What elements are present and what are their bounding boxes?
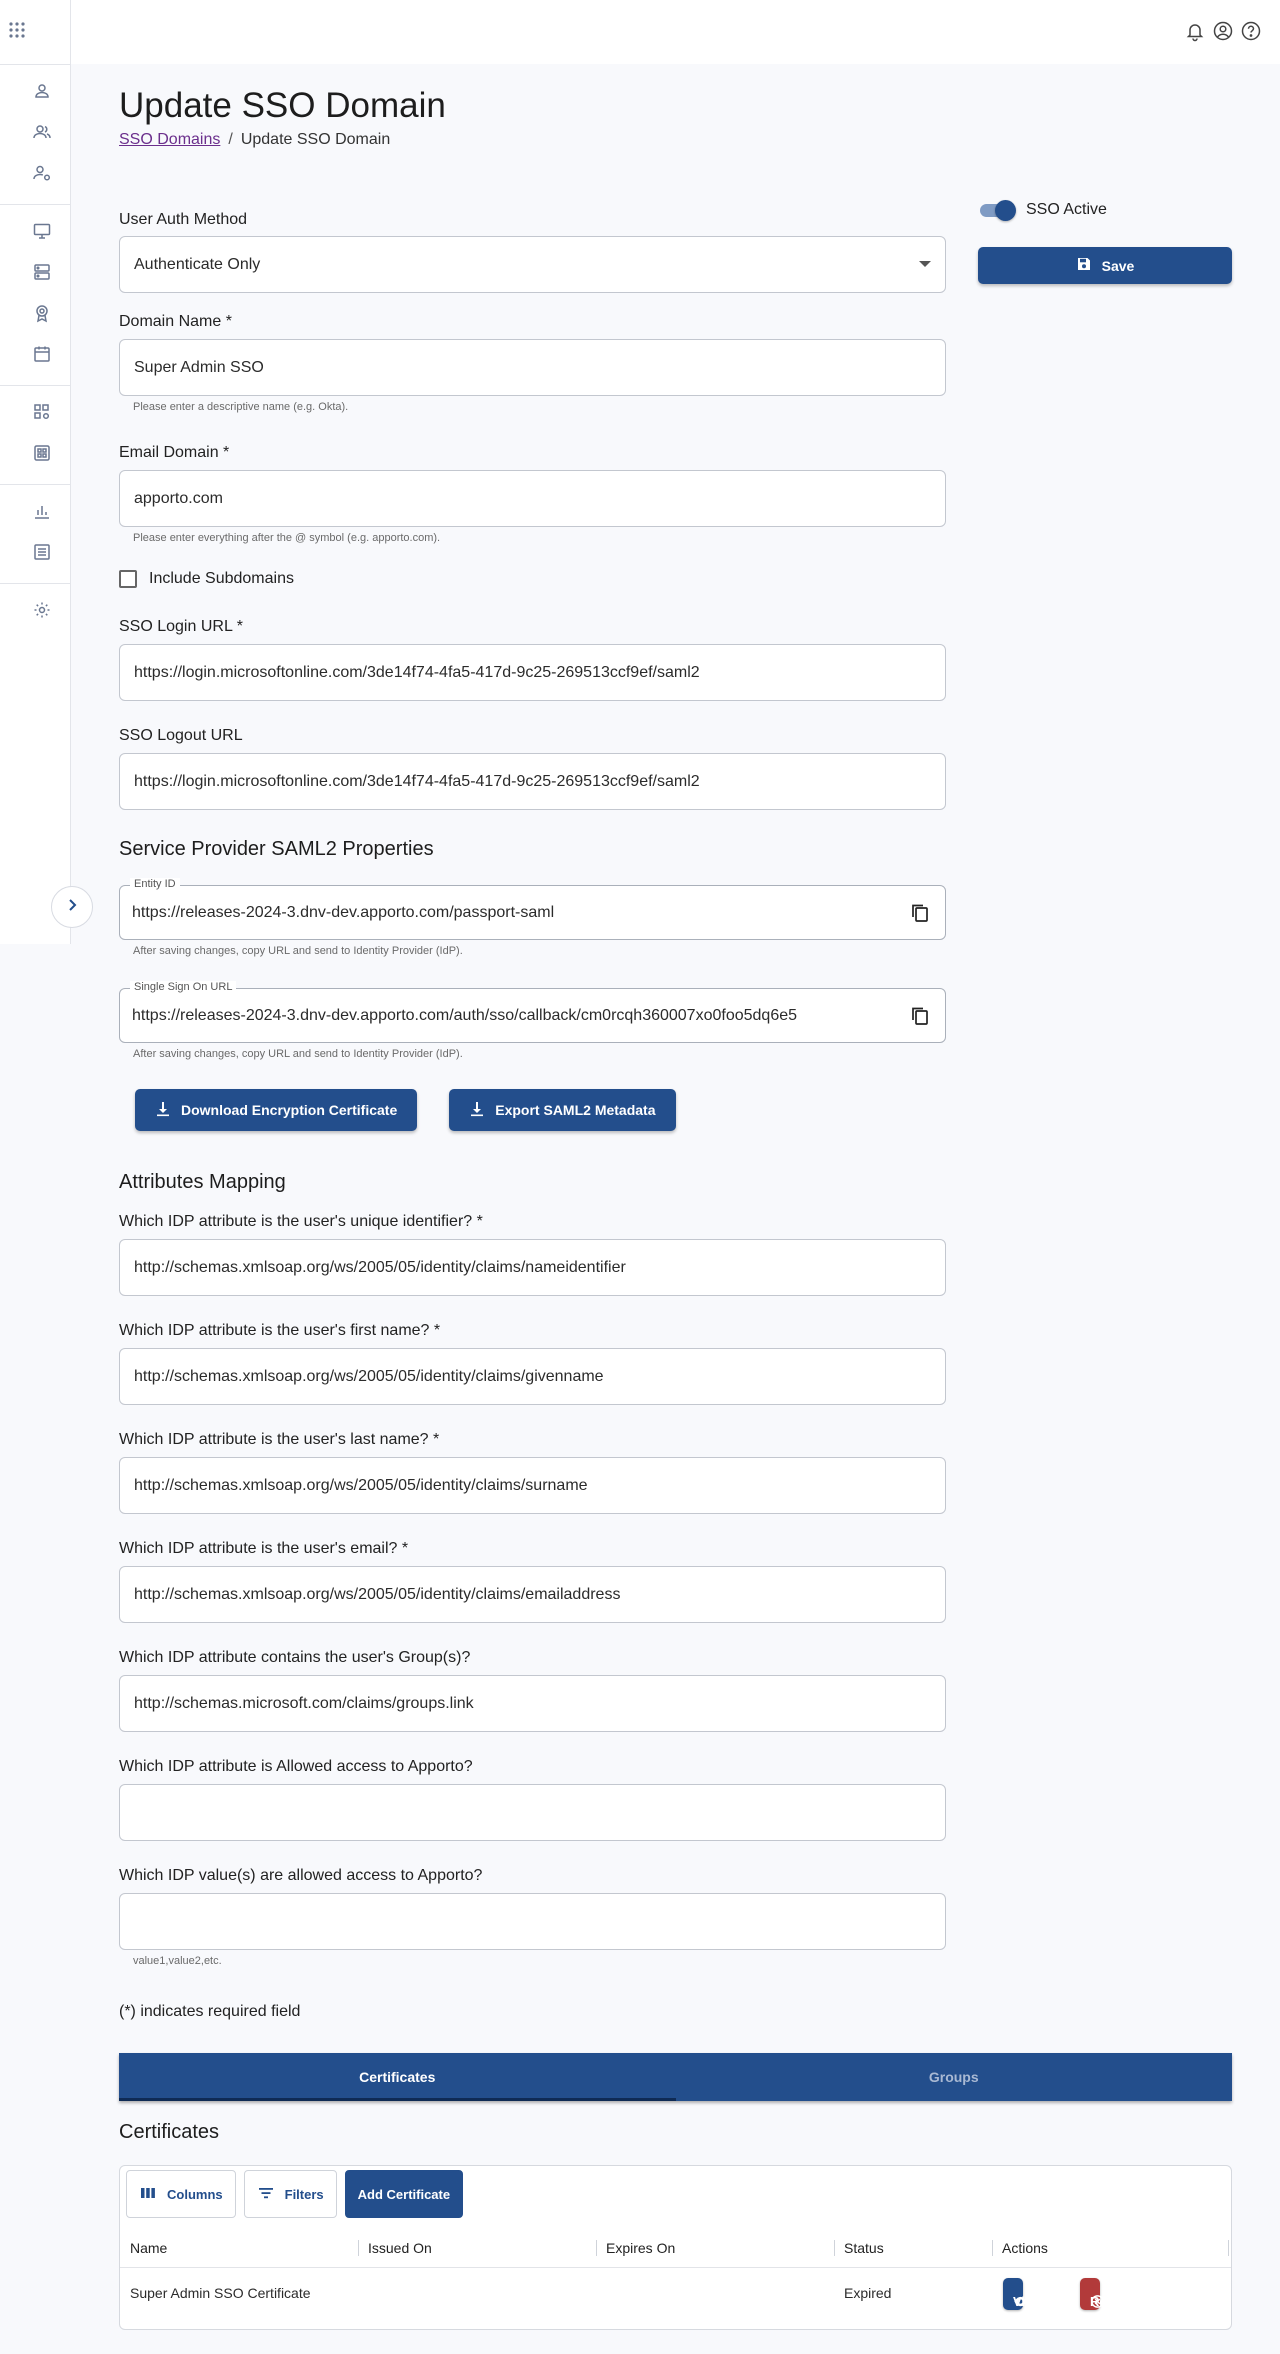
download-icon xyxy=(155,1101,171,1120)
rail-item-badge[interactable] xyxy=(0,295,70,336)
column-header-actions[interactable]: Actions xyxy=(1002,2240,1048,2256)
rail-item-monitor[interactable] xyxy=(0,213,70,254)
allowed-values-input[interactable] xyxy=(119,1893,946,1950)
breadcrumb xyxy=(119,131,390,149)
column-header-status[interactable]: Status xyxy=(844,2240,884,2256)
entity-id-legend: Entity ID xyxy=(130,878,180,890)
save-button[interactable] xyxy=(978,247,1232,284)
groups-attr-value: http://schemas.microsoft.com/claims/groups.link xyxy=(134,1694,474,1712)
sso-active-toggle-row xyxy=(978,198,1107,222)
rail-header xyxy=(0,0,70,65)
rail-item-settings[interactable] xyxy=(0,592,70,633)
rail-group-apps xyxy=(0,386,70,485)
sso-url-field[interactable] xyxy=(119,981,946,1043)
last-name-attr-input[interactable] xyxy=(119,1457,946,1514)
include-subdomains-checkbox[interactable] xyxy=(119,570,137,588)
sso-login-url-value: https://login.microsoftonline.com/3de14f74-4fa5-417d-9c25-269513ccf9ef/saml2 xyxy=(134,663,700,681)
domain-name-label: Domain Name * xyxy=(119,313,232,330)
email-domain-input[interactable] xyxy=(119,470,946,527)
chevron-right-icon xyxy=(64,897,80,918)
entity-id-field[interactable] xyxy=(119,878,946,940)
sso-url-hint: After saving changes, copy URL and send to Identity Provider (IdP). xyxy=(133,1048,463,1060)
allowed-attr-label: Which IDP attribute is Allowed access to Apporto? xyxy=(119,1758,473,1775)
server-icon xyxy=(32,262,52,287)
download-cert-label: Download Encryption Certificate xyxy=(181,1102,398,1118)
auth-method-label: User Auth Method xyxy=(119,211,248,228)
rail-item-user-settings[interactable] xyxy=(0,155,70,196)
allowed-attr-input[interactable] xyxy=(119,1784,946,1841)
rail-group-settings xyxy=(0,584,70,641)
list-icon xyxy=(32,542,52,567)
rail-item-server[interactable] xyxy=(0,254,70,295)
sso-login-url-input[interactable] xyxy=(119,644,946,701)
rail-item-list[interactable] xyxy=(0,534,70,575)
email-attr-label: Which IDP attribute is the user's email? * xyxy=(119,1540,409,1557)
account-icon[interactable] xyxy=(1212,20,1234,42)
rail-item-calendar[interactable] xyxy=(0,336,70,377)
rail-group-users xyxy=(0,65,70,205)
first-name-attr-input[interactable] xyxy=(119,1348,946,1405)
include-subdomains-label: Include Subdomains xyxy=(149,570,294,587)
apps-settings-icon xyxy=(32,402,52,427)
include-subdomains-row[interactable] xyxy=(119,570,294,588)
email-domain-label: Email Domain * xyxy=(119,444,230,461)
remove-certificate-button[interactable] xyxy=(1080,2278,1141,2310)
cell-name: Super Admin SSO Certificate xyxy=(130,2285,311,2301)
bar-chart-icon xyxy=(32,501,52,526)
unique-id-input[interactable] xyxy=(119,1239,946,1296)
cell-status: Expired xyxy=(844,2285,892,2301)
auth-method-value: Authenticate Only xyxy=(134,255,261,273)
filters-label: Filters xyxy=(284,2186,324,2202)
rail-expand-button[interactable] xyxy=(51,886,93,928)
rail-item-users[interactable] xyxy=(0,114,70,155)
remove-label: Remove xyxy=(1090,2294,1141,2309)
email-attr-input[interactable] xyxy=(119,1566,946,1623)
email-domain-hint: Please enter everything after the @ symbol (e.g. apporto.com). xyxy=(133,532,441,544)
rail-item-apps[interactable] xyxy=(0,435,70,476)
rail-item-bar-chart[interactable] xyxy=(0,493,70,534)
columns-label: Columns xyxy=(167,2186,223,2202)
certificates-grid xyxy=(119,2165,1232,2330)
first-name-attr-value: http://schemas.xmlsoap.org/ws/2005/05/identity/claims/givenname xyxy=(134,1367,604,1385)
required-note: (*) indicates required field xyxy=(119,2003,301,2020)
sso-logout-url-value: https://login.microsoftonline.com/3de14f74-4fa5-417d-9c25-269513ccf9ef/saml2 xyxy=(134,772,700,790)
rail-item-apps-settings[interactable] xyxy=(0,394,70,435)
rail-group-resources xyxy=(0,205,70,386)
breadcrumb-current: Update SSO Domain xyxy=(240,131,391,148)
caret-down-icon xyxy=(919,261,931,267)
column-header-expires-on[interactable]: Expires On xyxy=(606,2240,676,2256)
copy-entity-id-icon[interactable] xyxy=(909,902,931,924)
bell-icon[interactable] xyxy=(1184,20,1206,42)
badge-icon xyxy=(32,303,52,328)
rail-item-user[interactable] xyxy=(0,73,70,114)
user-settings-icon xyxy=(32,163,52,188)
email-attr-value: http://schemas.xmlsoap.org/ws/2005/05/identity/claims/emailaddress xyxy=(134,1585,621,1603)
sso-logout-url-label: SSO Logout URL xyxy=(119,727,243,744)
auth-method-select[interactable] xyxy=(119,236,946,293)
apps-grid-icon[interactable] xyxy=(7,20,27,45)
users-icon xyxy=(32,122,52,147)
export-saml2-metadata-button[interactable] xyxy=(449,1089,675,1131)
last-name-attr-label: Which IDP attribute is the user's last name? * xyxy=(119,1431,440,1448)
tab-certificates[interactable]: Certificates xyxy=(119,2053,676,2101)
copy-sso-url-icon[interactable] xyxy=(909,1005,931,1027)
groups-attr-input[interactable] xyxy=(119,1675,946,1732)
left-rail xyxy=(0,0,71,944)
column-header-issued-on[interactable]: Issued On xyxy=(368,2240,432,2256)
allowed-values-hint: value1,value2,etc. xyxy=(133,1955,222,1967)
domain-name-hint: Please enter a descriptive name (e.g. Okta). xyxy=(133,401,349,413)
download-encryption-certificate-button[interactable] xyxy=(135,1089,417,1131)
rail-group-reports xyxy=(0,485,70,584)
tabs-bar xyxy=(119,2053,1232,2101)
domain-name-input[interactable] xyxy=(119,339,946,396)
breadcrumb-link-sso-domains[interactable]: SSO Domains xyxy=(119,131,221,148)
sso-logout-url-input[interactable] xyxy=(119,753,946,810)
entity-id-hint: After saving changes, copy URL and send to Identity Provider (IdP). xyxy=(133,945,463,957)
monitor-icon xyxy=(32,221,52,246)
user-icon xyxy=(32,81,52,106)
download-icon xyxy=(469,1101,485,1120)
top-bar xyxy=(71,0,1280,64)
view-certificate-button[interactable] xyxy=(1003,2278,1043,2310)
allowed-values-label: Which IDP value(s) are allowed access to Apporto? xyxy=(119,1867,483,1884)
certificates-title: Certificates xyxy=(119,2121,220,2143)
domain-name-value: Super Admin SSO xyxy=(134,358,264,376)
table-row xyxy=(120,2269,1231,2319)
filter-icon xyxy=(257,2184,275,2205)
add-certificate-button[interactable]: Add Certificate xyxy=(345,2170,463,2218)
columns-button[interactable] xyxy=(126,2170,236,2218)
apps-icon xyxy=(32,443,52,468)
groups-attr-label: Which IDP attribute contains the user's Group(s)? xyxy=(119,1649,471,1666)
calendar-icon xyxy=(32,344,52,369)
page-title: Update SSO Domain xyxy=(119,86,446,125)
view-label: View xyxy=(1013,2294,1043,2309)
email-domain-value: apporto.com xyxy=(134,489,223,507)
unique-id-value: http://schemas.xmlsoap.org/ws/2005/05/identity/claims/nameidentifier xyxy=(134,1258,626,1276)
columns-icon xyxy=(139,2184,157,2205)
last-name-attr-value: http://schemas.xmlsoap.org/ws/2005/05/identity/claims/surname xyxy=(134,1476,588,1494)
grid-toolbar xyxy=(126,2170,463,2218)
sso-active-label: SSO Active xyxy=(1026,201,1107,218)
attributes-section-title: Attributes Mapping xyxy=(119,1171,286,1193)
export-metadata-label: Export SAML2 Metadata xyxy=(495,1102,656,1118)
save-icon xyxy=(1076,256,1092,275)
sso-login-url-label: SSO Login URL * xyxy=(119,618,243,635)
first-name-attr-label: Which IDP attribute is the user's first name? * xyxy=(119,1322,441,1339)
sso-url-value: https://releases-2024-3.dnv-dev.apporto.com/auth/sso/callback/cm0rcqh360007xo0foo5dq6e5 xyxy=(132,1006,798,1024)
tab-groups[interactable]: Groups xyxy=(928,2069,979,2085)
grid-header xyxy=(120,2228,1231,2268)
gear-icon xyxy=(32,600,52,625)
saml-section-title: Service Provider SAML2 Properties xyxy=(119,838,434,860)
help-icon[interactable] xyxy=(1240,20,1262,42)
column-header-name[interactable]: Name xyxy=(130,2240,168,2256)
sso-active-toggle[interactable] xyxy=(978,198,1016,222)
filters-button[interactable] xyxy=(244,2170,337,2218)
sso-url-legend: Single Sign On URL xyxy=(130,981,236,993)
entity-id-value: https://releases-2024-3.dnv-dev.apporto.com/passport-saml xyxy=(132,903,555,921)
unique-id-label: Which IDP attribute is the user's unique identifier? * xyxy=(119,1213,483,1230)
breadcrumb-separator: / xyxy=(228,131,233,148)
save-label: Save xyxy=(1101,257,1135,274)
